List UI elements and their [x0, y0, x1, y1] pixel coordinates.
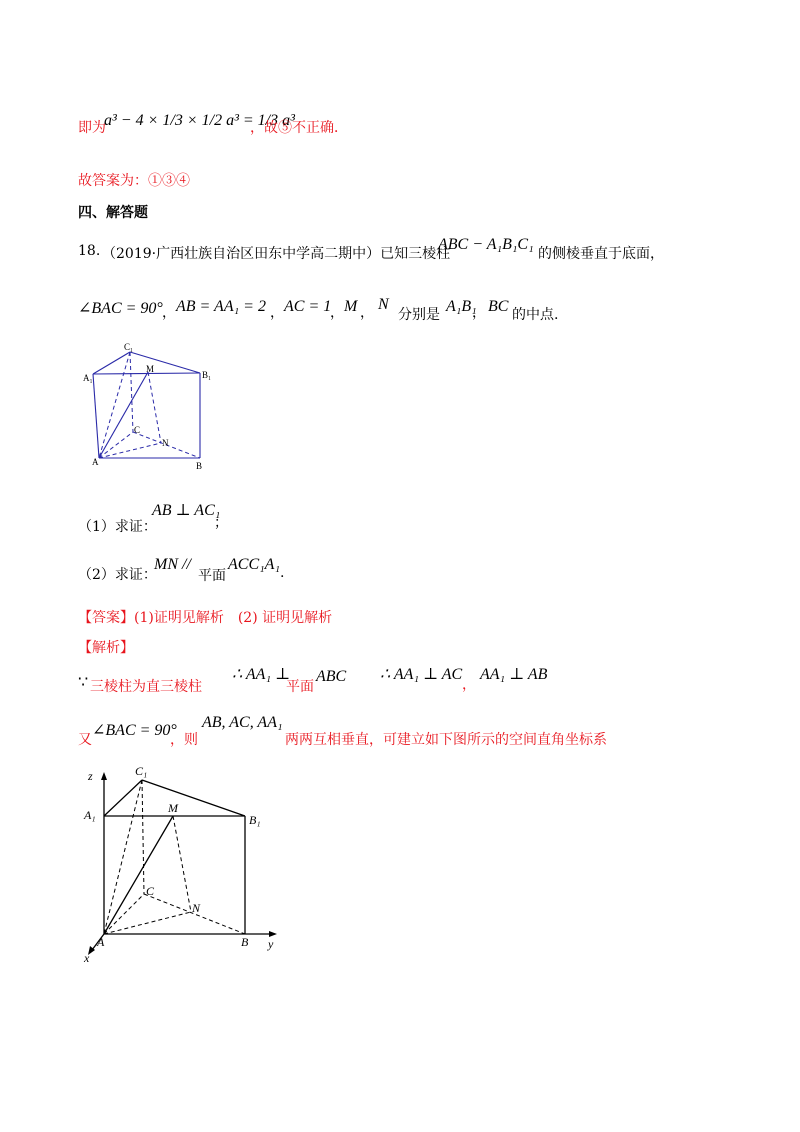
analysis-line2-text: 两两互相垂直，可建立如下图所示的空间直角坐标系 [285, 732, 607, 748]
analysis-perp-ab: AA₁ ⊥ AB [480, 666, 548, 683]
label-a: A [97, 935, 105, 949]
label-y: y [268, 937, 274, 951]
label-b: B [241, 935, 249, 949]
edge-c1-c [142, 780, 144, 894]
label-z: z [88, 769, 93, 783]
problem-number: 18. [78, 243, 101, 259]
edge-c1-b1 [142, 780, 245, 816]
label-m: M [168, 801, 178, 815]
label-b1: B₁ [249, 813, 261, 827]
label-n: N [192, 901, 201, 915]
part2-prefix: （2）求证： [78, 567, 157, 583]
label-a: A [92, 457, 99, 467]
axis-z-arrow [101, 772, 107, 780]
label-c1: C₁ [124, 342, 134, 352]
line-m-n [173, 816, 191, 912]
label-b: B [196, 461, 203, 471]
cond-angle: ∠BAC = 90° [78, 300, 163, 317]
cond-m: M [344, 298, 358, 315]
part1-formula: AB ⊥ AC₁ [152, 502, 221, 519]
analysis-because: ∵ [78, 672, 89, 691]
line-a-n [104, 912, 191, 934]
label-c1: C₁ [135, 764, 148, 778]
label-c: C [146, 884, 155, 898]
comma: ， [360, 305, 374, 321]
answer-label: 【答案】 [78, 610, 134, 626]
analysis-plane-abc: ABC [316, 668, 347, 685]
line-a-c1 [104, 780, 142, 934]
label-c: C [134, 425, 141, 435]
cond-between: 分别是 [398, 307, 440, 323]
line-a-m [104, 816, 173, 934]
analysis-line2-prefix: 又 [78, 732, 92, 748]
cond-bc: BC [488, 298, 509, 315]
analysis-line2-then: ，则 [170, 732, 198, 748]
problem-source: （2019·广西壮族自治区田东中学高二期中）已知三棱柱 [102, 246, 451, 262]
section-heading: 四、解答题 [78, 205, 148, 221]
cond-n: N [378, 296, 389, 313]
label-x: x [84, 951, 90, 965]
analysis-label: 【解析】 [78, 640, 134, 656]
cond-lengths: AB = AA₁ = 2 [176, 298, 266, 315]
prev-line-suffix: ，故⑤不正确． [250, 120, 348, 136]
label-b1: B₁ [202, 370, 212, 380]
analysis-comma: ， [462, 677, 476, 693]
prev-formula: a³ − 4 × 1/3 × 1/2 a³ = 1/3 a³ [104, 112, 295, 129]
label-n: N [162, 438, 169, 448]
comma: ， [330, 305, 344, 321]
comma: ， [162, 305, 176, 321]
part2-formula: MN // [154, 556, 191, 573]
cond-ac: AC = 1 [284, 298, 332, 315]
analysis-plane-word: 平面 [286, 679, 314, 695]
part2-formula2: ACC₁A₁ [228, 556, 281, 573]
part2-suffix: . [280, 565, 285, 581]
analysis-therefore2: ∴ AA₁ ⊥ AC [380, 666, 463, 683]
problem-text-after-prism: 的侧棱垂直于底面， [538, 246, 664, 262]
prev-line-prefix: 即为 [78, 120, 106, 136]
comma: ， [270, 305, 284, 321]
label-a1: A₁ [84, 808, 96, 822]
answer-text: (1)证明见解析 (2) 证明见解析 [134, 610, 333, 626]
label-m: M [146, 364, 155, 374]
analysis-line2-vectors: AB, AC, AA₁ [202, 714, 283, 731]
cond-a1b1: A₁B₁ [446, 298, 477, 315]
analysis-therefore1: ∴ AA₁ ⊥ [232, 666, 291, 683]
edge-a1-c1 [104, 780, 142, 816]
analysis-line2-angle: ∠BAC = 90° [92, 722, 177, 739]
part1-suffix: ； [214, 515, 228, 531]
part1-prefix: （1）求证： [78, 519, 157, 535]
comma: ， [472, 305, 486, 321]
analysis-line1-text: 三棱柱为直三棱柱 [90, 679, 202, 695]
final-answer: 故答案为：①③④ [78, 173, 190, 189]
cond-end: 的中点. [512, 307, 559, 323]
label-a1: A₁ [83, 373, 93, 383]
part2-plane-word: 平面 [198, 568, 226, 584]
prism-name: ABC − A₁B₁C₁ [438, 236, 534, 253]
